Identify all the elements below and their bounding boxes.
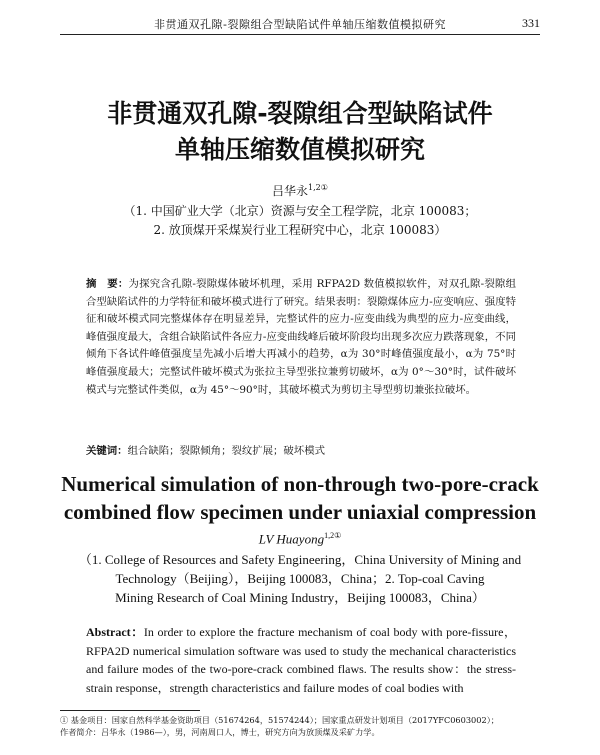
- running-header: [60, 14, 540, 35]
- running-title: 非贯通双孔隙-裂隙组合型缺陷试件单轴压缩数值模拟研究: [154, 18, 446, 31]
- chinese-affiliation-line-2: 2. 放顶煤开采煤炭行业工程研究中心，北京 100083）: [153, 223, 447, 237]
- english-author: [0, 531, 600, 547]
- chinese-keywords: [86, 443, 516, 459]
- chinese-title-line-2: 单轴压缩数值模拟研究: [174, 135, 425, 164]
- chinese-keywords-text: 组合缺陷；裂隙倾角；裂纹扩展；破坏模式: [127, 445, 325, 457]
- footnote-funding: ① 基金项目：国家自然科学基金资助项目（51674264，51574244）；国家重点研发计划项目（2017YFC0603002）；: [60, 715, 499, 725]
- english-abstract: [86, 623, 516, 697]
- chinese-author-name: 吕华永: [272, 184, 309, 198]
- english-abstract-label: Abstract：: [86, 625, 144, 639]
- english-affiliation-line-2: Technology（Beijing），Beijing 100083，China；2. Top-coal Caving: [115, 571, 485, 586]
- english-title-line-1: Numerical simulation of non-through two-pore-crack: [61, 472, 539, 496]
- footnotes: [60, 714, 530, 738]
- chinese-author-sup: 1,2①: [308, 183, 328, 192]
- chinese-keywords-label: 关键词：: [86, 445, 128, 457]
- page-number: 331: [522, 16, 540, 30]
- english-title: [0, 470, 600, 526]
- english-author-name: LV Huayong: [258, 531, 325, 547]
- chinese-affiliation: [0, 202, 600, 240]
- chinese-abstract-text: 为探究含孔隙-裂隙煤体破坏机理，采用 RFPA2D 数值模拟软件，对双孔隙-裂隙组合型缺陷试件的力学特征和破坏模式进行了研究。结果表明：裂隙煤体应力-应变响应、强度特征和破坏模式同完整煤体存在明显差异，完整试件的应力-应变曲线为典型的应力-应变曲线，峰值强度最大，含组合缺陷试件各应力-应变曲线峰后破坏阶段均出现多次应力跌落现象，不同倾角下各试件峰值强度呈先减小后增大再减小的趋势，α为 30°时峰值强度最小，α为 75°时峰值强度最大；完整试件破坏模式为张拉主导型张拉兼剪切破坏，α为 0°～30°时，试件破坏模式与完整试件类似，α为 45°～90°时，其破坏模式为剪切主导型剪切兼张拉破坏。: [86, 278, 517, 396]
- english-affiliation-line-1: （1. College of Resources and Safety Engineering，China University of Mining and: [78, 552, 522, 567]
- chinese-title: [0, 96, 600, 168]
- english-affiliation: [60, 550, 540, 607]
- chinese-abstract-label: 摘 要：: [86, 278, 129, 290]
- english-abstract-text: In order to explore the fracture mechanism of coal body with pore-fissure，RFPA2D numerical simulation software was used to study the mechanical characteristics and failure modes of the two-pore-crack combined flaws. The results show：the stress-strain response，strength characteristics and failure modes of coal bodies with: [86, 625, 517, 695]
- english-title-line-2: combined flow specimen under uniaxial compression: [63, 500, 537, 524]
- chinese-author: [0, 182, 600, 199]
- footnote-divider: [60, 710, 200, 711]
- chinese-title-line-1: 非贯通双孔隙-裂隙组合型缺陷试件: [107, 99, 493, 128]
- footnote-author-bio: 作者简介：吕华永（1986—），男，河南周口人，博士，研究方向为放顶煤及采矿力学。: [60, 727, 380, 737]
- english-affiliation-line-3: Mining Research of Coal Mining Industry，Beijing 100083，China）: [115, 590, 485, 605]
- chinese-abstract: [86, 276, 516, 399]
- english-author-sup: 1,2①: [324, 531, 342, 540]
- chinese-affiliation-line-1: （1. 中国矿业大学（北京）资源与安全工程学院，北京 100083；: [123, 204, 477, 218]
